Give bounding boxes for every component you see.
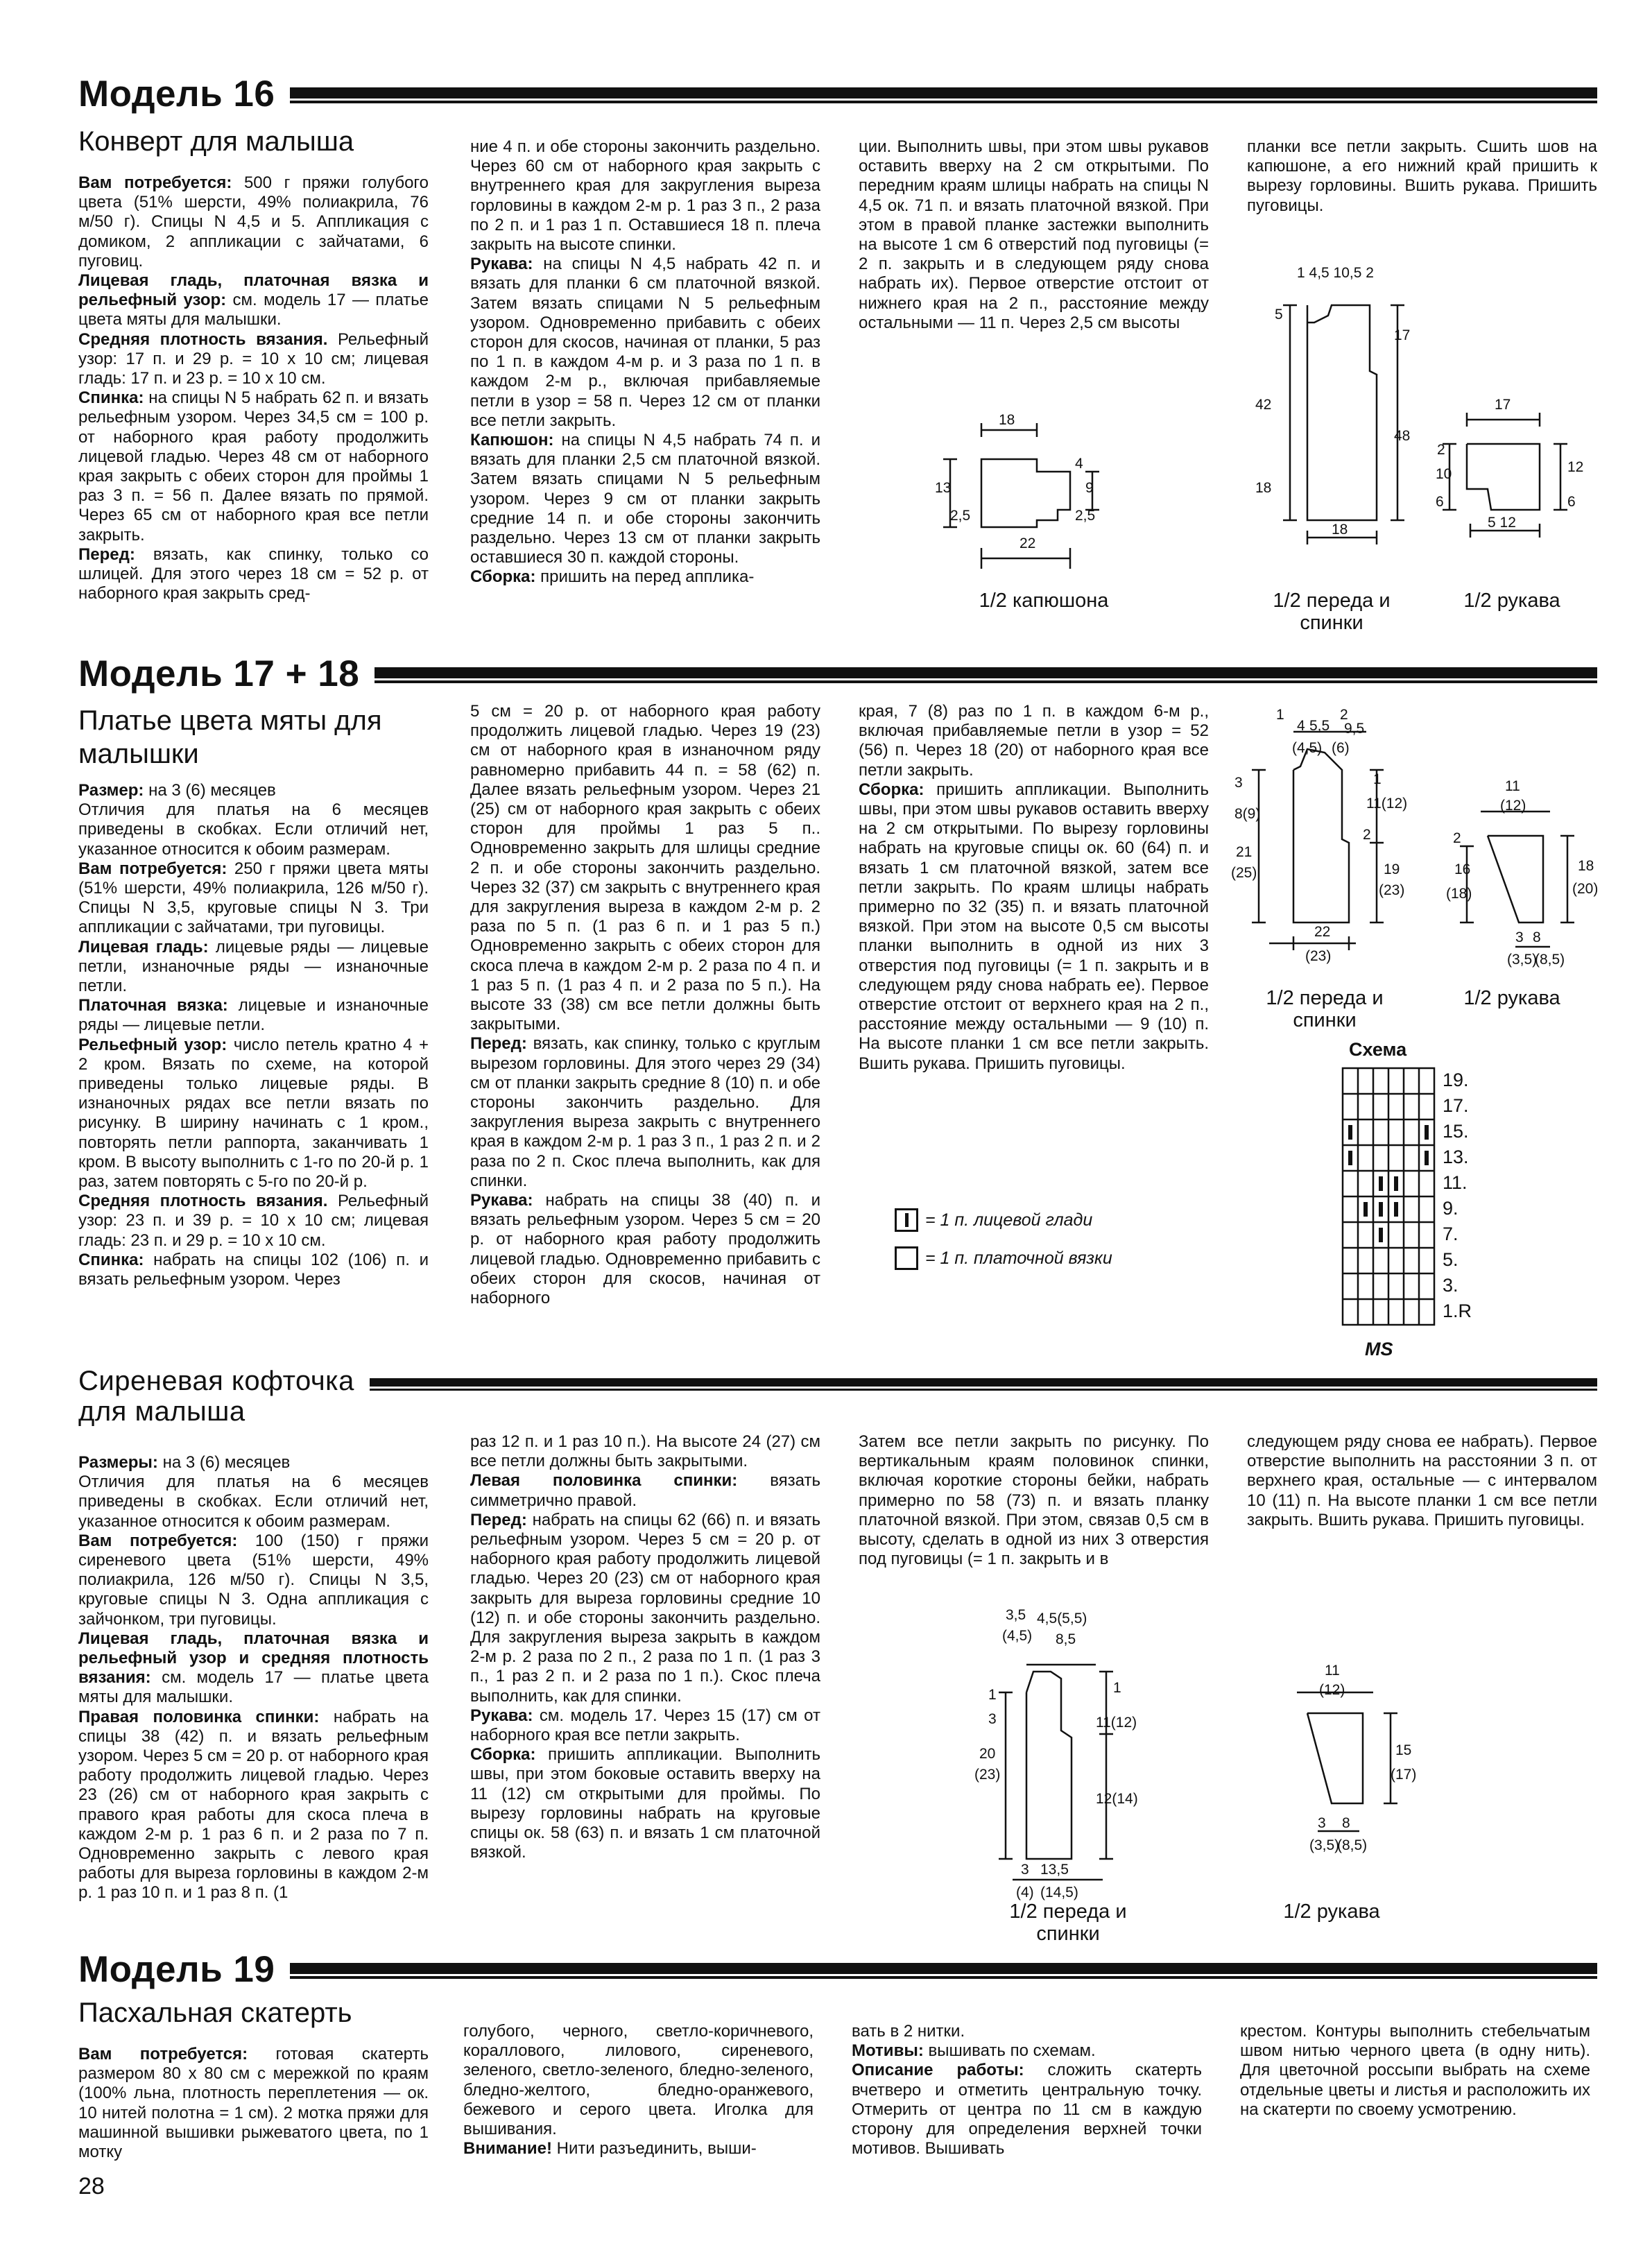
legend-knit-box <box>895 1208 918 1232</box>
paragraph-lead: Капюшон: <box>470 431 554 450</box>
scheme-row-label: 3. <box>1443 1275 1459 1296</box>
paragraph-lead: Вам потребуется: <box>78 173 232 192</box>
paragraph-lead: Размер: <box>78 781 144 800</box>
paragraph-lead: Описание работы: <box>852 2061 1024 2080</box>
body16-dim-r2: 48 <box>1394 428 1411 444</box>
paragraph-lead: Размеры: <box>78 1453 158 1472</box>
knit-stitch-mark <box>1348 1125 1352 1140</box>
sleeve17-dim-t2: (12) <box>1500 798 1526 814</box>
hood-dim-right2: 9 <box>1085 480 1094 496</box>
paragraph-text: пришить аппликации. Выполнить швы, при этом боковые оставить вверху на 11 (12) см открытыми для проймы. По вырезу горловины набрать на круговые спицы ок. 58 (63) п. и вязать 1 см платочной вязкой. <box>470 1745 820 1862</box>
model-19-title: Пасхальная скатерть <box>78 1998 352 2028</box>
paragraph-lead: Мотивы: <box>852 2041 924 2061</box>
paragraph-text: края, 7 (8) раз по 1 п. в каждом 6-м р., включая прибавляемые петли в узор = 52 (56) п. Через 18 (20) от наборного края все петли закрыть. <box>859 702 1209 780</box>
model-17-col-2 <box>470 702 820 1308</box>
legend-knit-stitch <box>895 1208 1092 1232</box>
text-paragraph <box>78 1036 429 1192</box>
paragraph-text: 5 см = 20 р. от наборного края работу продолжить лицевой гладью. Через 19 (23) см от наборного края в изнаночном ряду равномерно прибавить 44 п. = 58 (62) п. Далее вязать рельефным узором. Через 21 (25) см от наборного края закрыть с обеих сторон для проймы 1 раз 5 п.. Одновременно закрыть для шлицы средние 2 п. и обе стороны закончить раздельно. Через 32 (37) см закрыть с внутреннего края для закругления выреза в каждом 2-м р. 2 раза по 5 п. (1 раз 6 п. и 1 раз 5 п.) Одновременно закрыть с обеих сторон для скоса плеча в каждом 2-м р. 2 раза по 4 п. и 1 раз 5 п. (1 раз 4 п. и 2 раза по 5 п.). На высоте 33 (38) см все петли должны быть закрытыми. <box>470 702 820 1034</box>
model-16-title: Конверт для малыша <box>78 126 354 157</box>
body17-dim-t3: 5,5 <box>1309 718 1330 734</box>
hood-dim-bl: 2,5 <box>950 508 971 524</box>
page-number: 28 <box>78 2173 105 2199</box>
body17-dim-l2: 8(9) <box>1234 806 1261 822</box>
legend-garter-label: = 1 п. платочной вязки <box>925 1248 1112 1268</box>
body17-dim-t4: (4,5) <box>1292 740 1323 756</box>
paragraph-lead: Лицевая гладь, платочная вязка и рельефный узор и средняя плотность вязания: <box>78 1629 429 1688</box>
scheme-row-label: 9. <box>1443 1198 1459 1219</box>
scheme-row-label: 15. <box>1443 1121 1469 1142</box>
body17-dim-t1: 1 <box>1276 707 1284 723</box>
paragraph-lead: Вам потребуется: <box>78 2045 248 2063</box>
paragraph-lead: Средняя плотность вязания. <box>78 1192 328 1211</box>
body17-dim-t7: 9,5 <box>1344 721 1365 737</box>
paragraph-lead: Перед: <box>78 544 135 564</box>
lilac-sleeve-dim-t1: 11 <box>1325 1663 1340 1679</box>
paragraph-text: сложить скатерть вчетверо и отметить центральную точку. Отмерить от центра по 11 см в каждую сторону для определения верхней точки мотивов. Вышивать <box>852 2061 1202 2159</box>
lilac-col-1 <box>78 1453 429 1903</box>
paragraph-text: набрать на спицы 38 (42) п. и вязать рельефным узором. Через 5 см = 20 р. от наборного края работу продолжить лицевой гладью. Через 23 (26) см от наборного края закрыть с правого края работы для скоса плеча в каждом 2-м р. 1 раз 6 п. и 2 раза по 7 п. Одновременно закрыть с левого края работы для выреза горловины в каждом 2-м р. 1 раз 10 п. и 1 раз 8 п. (1 <box>78 1707 429 1903</box>
text-paragraph <box>470 1745 820 1862</box>
paragraph-lead: Вам потребуется: <box>78 859 227 878</box>
sleeve17-dim-l2: 16 <box>1454 861 1471 877</box>
lilac-body-dim-l3: 20 <box>979 1746 996 1762</box>
body17-dim-l1: 3 <box>1234 775 1243 791</box>
knit-stitch-mark <box>1379 1202 1383 1217</box>
lilac-body-dim-l4: (23) <box>974 1767 1001 1783</box>
paragraph-lead: Левая половинка спинки: <box>470 1471 738 1491</box>
model-16-heading <box>78 72 1597 115</box>
model-19-heading-text: Модель 19 <box>78 1948 275 1990</box>
scheme-row-label: 19. <box>1443 1070 1469 1090</box>
text-paragraph <box>78 1251 429 1289</box>
lilac-body-dim-t2: (4,5) <box>1002 1628 1033 1644</box>
body16-dim-left: 42 <box>1255 397 1272 413</box>
scheme-row-label: 11. <box>1443 1172 1468 1193</box>
body16-caption: 1/2 переда и спинки <box>1273 590 1391 634</box>
model-19-col-4 <box>1240 2022 1590 2120</box>
body16-dim-lb: 18 <box>1255 480 1272 496</box>
text-paragraph <box>470 1432 820 1471</box>
sleeve16-dim-l1: 2 <box>1437 442 1445 458</box>
paragraph-text: см. модель 17 — платье цвета мяты для малышки. <box>78 1668 429 1707</box>
heading-rule <box>370 1378 1597 1389</box>
model-19-heading <box>78 1948 1597 1991</box>
knit-stitch-mark <box>1425 1125 1429 1140</box>
lilac-title: Сиреневая кофточка для малыша <box>78 1366 354 1427</box>
paragraph-lead: Рукава: <box>470 1191 533 1210</box>
hood-dim-bottom: 22 <box>1019 535 1036 551</box>
body-pattern-diagram-lilac <box>971 1602 1179 1900</box>
lilac-body-dim-t1: 3,5 <box>1006 1607 1026 1623</box>
text-paragraph <box>470 1471 820 1510</box>
body17-dim-r2: 11(12) <box>1366 796 1408 812</box>
paragraph-text: на 3 (6) месяцев <box>144 781 276 800</box>
paragraph-lead: Спинка: <box>78 388 144 408</box>
sleeve17-dim-l3: (18) <box>1446 886 1472 902</box>
text-paragraph <box>470 1511 820 1706</box>
text-paragraph <box>78 173 429 271</box>
lilac-sleeve-dim-b4: (8,5) <box>1337 1837 1368 1853</box>
hood-dim-right1: 4 <box>1075 456 1083 472</box>
lilac-col-4 <box>1247 1432 1597 1530</box>
text-paragraph <box>463 2022 814 2139</box>
hood-dim-left: 13 <box>935 480 952 496</box>
text-paragraph <box>78 1453 429 1473</box>
paragraph-lead: Рукава: <box>470 1706 533 1725</box>
scheme-row-label: 13. <box>1443 1147 1469 1167</box>
paragraph-text: на спицы N 4,5 набрать 42 п. и вязать для планки 6 см платочной вязкой. Затем вязать спицами N 5 рельефным узором. Одновременно прибавить с обеих сторон для скосов, начиная от планки, 5 раз по 1 п. в каждом 4-м р. и 3 раза по 1 п. в каждом 2-м р., включая прибавляемые петли в узор = 58 п. Через 12 см от планки все петли закрыть. <box>470 255 820 430</box>
paragraph-text: набрать на спицы 38 (40) п. и вязать рельефным узором. Через 5 см = 20 р. от наборного края работу продолжить лицевой гладью. Одновременно прибавить с обеих сторон для скосов, начиная от наборного <box>470 1191 820 1308</box>
lilac-body-dim-b2: 13,5 <box>1040 1862 1069 1878</box>
paragraph-text: набрать на спицы 62 (66) п. и вязать рельефным узором. Через 5 см = 20 р. от наборного края работу продолжить лицевой гладью. Через 20 (23) см от наборного края закрыть для выреза горловины средние 10 (12) п. и обе стороны закончить раздельно. Для закругления выреза закрыть в каждом 2-м р. 2 раза по 2 п., 2 раза по 1 п. (1 раз 3 п., 1 раз 2 п. и 2 раза по 1 п.). Скос плеча выполнить, как для спинки. <box>470 1510 820 1706</box>
sleeve17-dim-b1: 3 <box>1515 929 1524 945</box>
paragraph-lead: Перед: <box>470 1510 527 1529</box>
text-paragraph <box>78 388 429 545</box>
model-17-col-1 <box>78 781 429 1289</box>
text-paragraph <box>852 2041 1202 2061</box>
text-paragraph <box>470 431 820 567</box>
sleeve17-dim-t1: 11 <box>1505 778 1520 794</box>
paragraph-text: см. модель 17. Через 15 (17) см от наборного края все петли закрыть. <box>470 1706 820 1745</box>
paragraph-lead: Перед: <box>470 1034 527 1054</box>
body17-dim-t5: (6) <box>1332 740 1350 756</box>
paragraph-text: Нити разъединить, выши- <box>551 2139 757 2159</box>
paragraph-text: вязать, как спинку, только с круглым вырезом горловины. Для этого через 29 (34) см от планки закрыть средние 8 (10) п. и обе стороны закончить раздельно. Для закругления выреза закрыть с внутреннего края в каждом 2-м р. 1 раз 3 п., 1 раз 2 п. и 2 раза по 2 п. Скос плеча выполнить, как для спинки. <box>470 1034 820 1190</box>
body17-dim-t2: 4 <box>1297 718 1305 734</box>
text-paragraph <box>78 781 429 800</box>
text-paragraph <box>78 1629 429 1708</box>
body17-caption: 1/2 переда и спинки <box>1266 987 1384 1031</box>
scheme-row-label: 7. <box>1443 1224 1459 1244</box>
paragraph-text: см. модель 17 — платье цвета мяты для малышки. <box>78 291 429 329</box>
body17-dim-l4: (25) <box>1231 865 1257 881</box>
paragraph-text: пришить аппликации. Выполнить швы, при этом швы рукавов оставить вверху на 2 см открытыми. По вырезу горловины набрать на круговые спицы ок. 60 (64) п. и вязать 1 см платочной вязкой, затем все петли закрыть. По краям шлицы набрать примерно по 32 (35) п. и вязать платочной вязкой. При этом на высоте 0,5 см высоты планки выполнить в одной из них 3 отверстия под пуговицы (= 1 п. закрыть и в следующем ряду снова набрать ее). Первое отверстие отстоит от верхнего края на 2 п., расстояние между остальными — 9 (10) п. На высоте планки 1 см все петли закрыть. Вшить рукава. Пришить пуговицы. <box>859 780 1209 1073</box>
paragraph-text: ние 4 п. и обе стороны закончить раздельно. Через 60 см от наборного края закрыть с внутреннего края для закругления выреза горловины в каждом 2-м р. 1 раз 3 п., 2 раза по 2 п. и 1 раз 1 п. Оставшиеся 18 п. плеча закрыть на высоте спинки. <box>470 137 820 255</box>
knit-stitch-mark <box>1394 1176 1398 1191</box>
paragraph-text: вязать симметрично правой. <box>470 1471 820 1510</box>
lilac-body-dim-b3: (4) <box>1016 1885 1034 1900</box>
sleeve16-dim-bottom: 5 12 <box>1488 515 1516 531</box>
sleeve-pattern-diagram-16 <box>1429 388 1584 555</box>
body17-dim-r4: 19 <box>1384 861 1400 877</box>
lilac-body-dim-r1: 1 <box>1113 1680 1121 1696</box>
paragraph-text: Затем все петли закрыть по рисунку. По вертикальным краям половинок спинки, включая короткие стороны бейки, набрать примерно по 58 (73) п. и вязать планку платочной вязкой. При этом, связав 0,5 см в высоту, сделать в одной из них 3 отверстия под пуговицы (= 1 п. закрыть и в <box>859 1432 1209 1569</box>
sleeve17-dim-b4: (8,5) <box>1535 952 1565 968</box>
text-paragraph <box>78 271 429 330</box>
text-paragraph <box>78 2045 429 2162</box>
paragraph-lead: Правая половинка спинки: <box>78 1707 320 1726</box>
paragraph-text: вать в 2 нитки. <box>852 2022 965 2041</box>
text-paragraph <box>78 330 429 389</box>
text-paragraph <box>470 702 820 1034</box>
paragraph-text: планки все петли закрыть. Сшить шов на капюшоне, а его нижний край пришить к вырезу горловины. Вшить рукава. Пришить пуговицы. <box>1247 137 1597 215</box>
scheme-row-label: 17. <box>1443 1095 1469 1116</box>
hood-caption: 1/2 капюшона <box>979 590 1109 612</box>
text-paragraph <box>1247 1432 1597 1530</box>
lilac-sleeve-dim-b2: 8 <box>1342 1815 1350 1831</box>
body17-dim-t6: 2 <box>1340 707 1348 723</box>
sleeve16-dim-r2: 6 <box>1567 494 1576 510</box>
paragraph-text: голубого, черного, светло-коричневого, кораллового, лилового, сиреневого, зеленого, светло-зеленого, бледно-зеленого, бледно-желтого, бледно-оранжевого, бежевого и серого цвета. Иголка для вышивания. <box>463 2022 814 2139</box>
text-paragraph <box>78 938 429 997</box>
knit-stitch-mark <box>1363 1202 1368 1217</box>
body16-dim-r1: 17 <box>1394 327 1411 343</box>
paragraph-text: вязать, как спинку, только со шлицей. Для этого через 18 см = 52 р. от наборного края закрыть сред- <box>78 544 429 603</box>
text-paragraph <box>78 996 429 1035</box>
paragraph-text: вышивать по схемам. <box>923 2041 1096 2061</box>
paragraph-text: на спицы N 4,5 набрать 74 п. и вязать для планки 2,5 см платочной вязкой. Затем вязать спицами N 5 рельефным узором. Через 9 см от планки закрыть средние 14 п. и обе стороны закончить раздельно. Через 13 см от планки закрыть оставшиеся 30 п. каждой стороны. <box>470 431 820 567</box>
text-paragraph <box>78 1192 429 1251</box>
lilac-body-dim-b1: 3 <box>1021 1862 1029 1878</box>
text-paragraph <box>470 255 820 431</box>
sleeve17-dim-l1: 2 <box>1453 830 1461 846</box>
sleeve16-dim-l2: 10 <box>1436 466 1452 482</box>
paragraph-lead: Рукава: <box>470 255 533 274</box>
model-17-title: Платье цвета мяты для малышки <box>78 705 382 769</box>
paragraph-text: пришить на перед апплика- <box>535 567 755 587</box>
hood-pattern-diagram <box>929 402 1158 576</box>
paragraph-text: следующем ряду снова ее набрать). Первое отверстие выполнить на расстоянии 3 п. от верхнего края, остальные — с интервалом 10 (11) п. На высоте планки 1 см все петли закрыть. Вшить рукава. Пришить пуговицы. <box>1247 1432 1597 1529</box>
hood-dim-top: 18 <box>999 412 1015 428</box>
text-paragraph <box>463 2139 814 2159</box>
text-paragraph <box>859 137 1209 333</box>
sleeve-pattern-diagram-17 <box>1439 770 1599 978</box>
scheme-repeat-label: MS <box>1365 1339 1393 1359</box>
text-paragraph <box>78 545 429 604</box>
text-paragraph <box>470 567 820 587</box>
knit-stitch-mark <box>1379 1176 1383 1191</box>
lilac-body-dim-r2: 11(12) <box>1096 1715 1137 1731</box>
paragraph-lead: Лицевая гладь: <box>78 937 209 956</box>
paragraph-lead: Вам потребуется: <box>78 1531 238 1550</box>
scheme-title: Схема <box>1349 1039 1407 1060</box>
text-paragraph <box>852 2061 1202 2159</box>
lilac-col-3 <box>859 1432 1209 1569</box>
model-19-col-2 <box>463 2022 814 2159</box>
lilac-sleeve-dim-t2: (12) <box>1319 1682 1345 1698</box>
knit-stitch-mark <box>1394 1202 1398 1217</box>
text-paragraph <box>470 1706 820 1745</box>
text-paragraph <box>1247 137 1597 216</box>
knit-stitch-mark <box>1379 1228 1383 1242</box>
sleeve17-caption: 1/2 рукава <box>1463 987 1560 1009</box>
paragraph-text: Отличия для платья на 6 месяцев приведены в скобках. Если отличий нет, указанное относится к обоим размерам. <box>78 800 429 859</box>
scheme-row-label: 1.R <box>1443 1301 1472 1321</box>
paragraph-text: Рельефный узор: 23 п. и 39 р. = 10 х 10 см; лицевая гладь: 23 п. и 29 р. = 10 х 10 см. <box>78 1192 429 1250</box>
body-pattern-diagram-16 <box>1248 257 1415 555</box>
paragraph-lead: Лицевая гладь, платочная вязка и рельефный узор: <box>78 271 429 310</box>
text-paragraph <box>859 702 1209 780</box>
model-19-col-1 <box>78 2045 429 2162</box>
paragraph-text: 250 г пряжи цвета мяты (51% шерсти, 49% полиакрила, 126 м/50 г). Спицы N 3,5, круговые спицы N 3. Три аппликации с зайчатами, три пуговицы. <box>78 859 429 937</box>
legend-garter-box <box>895 1246 918 1270</box>
paragraph-text: лицевые и изнаночные ряды — лицевые петли. <box>78 996 429 1035</box>
lilac-body-dim-t4: 8,5 <box>1056 1631 1076 1647</box>
model-16-col-4 <box>1247 137 1597 216</box>
text-paragraph <box>78 1473 429 1531</box>
paragraph-text: лицевые ряды — лицевые петли, изнаночные ряды — изнаночные петли. <box>78 937 429 996</box>
paragraph-text: готовая скатерть размером 80 х 80 см с мережкой по краям (100% льна, плотность переплетения — ок. 10 нитей полотна = 1 см). 2 мотка пряжи для машинной вышивки рыжеватого цвета, по 1 мотку <box>78 2045 429 2162</box>
body17-dim-r5: (23) <box>1379 882 1405 898</box>
knit-stitch-mark <box>1425 1151 1429 1165</box>
paragraph-lead: Внимание! <box>463 2139 552 2159</box>
text-paragraph <box>78 1708 429 1903</box>
paragraph-text: на 3 (6) месяцев <box>157 1453 291 1472</box>
text-paragraph <box>78 859 429 938</box>
lilac-heading <box>78 1366 1597 1427</box>
paragraph-text: 100 (150) г пряжи сиреневого цвета (51% шерсти, 49% полиакрила, 126 м/50 г). Спицы N 3,5, круговые спицы N 3. Одна аппликация с зайчонком, три пуговицы. <box>78 1531 429 1629</box>
paragraph-text: Отличия для платья на 6 месяцев приведены в скобках. Если отличий нет, указанное относится к обоим размерам. <box>78 1473 429 1531</box>
text-paragraph <box>470 1191 820 1308</box>
lilac-sleeve-dim-r2: (17) <box>1391 1767 1417 1783</box>
paragraph-lead: Средняя плотность вязания. <box>78 329 328 349</box>
text-paragraph <box>859 780 1209 1074</box>
sleeve17-dim-b3: (3,5) <box>1507 952 1538 968</box>
body17-dim-b1: 22 <box>1314 924 1331 940</box>
sleeve17-dim-b2: 8 <box>1533 929 1541 945</box>
hood-dim-br: 2,5 <box>1075 508 1096 524</box>
sleeve16-dim-l3: 6 <box>1436 494 1444 510</box>
body17-dim-b2: (23) <box>1305 948 1332 964</box>
paragraph-lead: Спинка: <box>78 1250 144 1269</box>
legend-garter-stitch <box>895 1246 1112 1270</box>
paragraph-text: Рельефный узор: 17 п. и 29 р. = 10 х 10 см; лицевая гладь: 17 п. и 23 р. = 10 х 10 см. <box>78 329 429 388</box>
lilac-sleeve-dim-r1: 15 <box>1395 1742 1412 1758</box>
body16-dim-bottom: 18 <box>1332 522 1348 538</box>
model-16-col-2 <box>470 137 820 587</box>
model-17-heading-text: Модель 17 + 18 <box>78 653 360 694</box>
scheme-row-label: 5. <box>1443 1249 1459 1270</box>
lilac-sleeve-caption: 1/2 рукава <box>1283 1900 1380 1923</box>
body17-dim-l3: 21 <box>1236 844 1253 860</box>
sleeve17-dim-r2: (20) <box>1572 881 1599 897</box>
body16-dim-top: 1 4,5 10,5 2 <box>1297 265 1374 281</box>
paragraph-lead: Сборка: <box>859 780 924 799</box>
lilac-body-dim-l2: 3 <box>988 1711 997 1727</box>
lilac-body-dim-t3: 4,5(5,5) <box>1037 1611 1087 1627</box>
body-pattern-diagram-17 <box>1228 704 1436 968</box>
lilac-body-dim-b4: (14,5) <box>1040 1885 1078 1900</box>
lilac-sleeve-dim-b1: 3 <box>1318 1815 1326 1831</box>
paragraph-text: крестом. Контуры выполнить стебельчатым швом нитью черного цвета (в одну нить). Для цветочной россыпи выбрать на схеме отдельные цветы и листья и расположить их на скатерти по своему усмотрению. <box>1240 2022 1590 2119</box>
sleeve16-dim-top: 17 <box>1495 397 1511 413</box>
sleeve17-dim-r1: 18 <box>1578 858 1594 874</box>
body16-dim-l1: 5 <box>1275 307 1283 323</box>
heading-rule <box>375 667 1597 680</box>
heading-rule <box>290 1963 1597 1976</box>
stitch-scheme-grid <box>1337 1068 1441 1339</box>
text-paragraph <box>78 800 429 859</box>
text-paragraph <box>470 137 820 255</box>
lilac-body-caption: 1/2 переда и спинки <box>1009 1900 1127 1945</box>
sleeve-pattern-diagram-lilac <box>1276 1661 1436 1869</box>
sleeve16-caption: 1/2 рукава <box>1463 590 1560 612</box>
paragraph-text: 500 г пряжи голубого цвета (51% шерсти, 49% полиакрила, 76 м/50 г). Спицы N 4,5 и 5. Аппликация с домиком, 2 аппликации с зайчатами, 6 пуговиц. <box>78 173 429 271</box>
paragraph-text: ции. Выполнить швы, при этом швы рукавов оставить вверху на 2 см открытыми. По передним краям шлицы набрать на спицы N 4,5 ок. 71 п. и вязать платочной вязкой. При этом в правой планке застежки выполнить на высоте 1 см 6 отверстий под пуговицы (= 2 п. закрыть и в следующем ряду снова набрать их). Первое отверстие отстоит от нижнего края на 2 п., расстояние между остальными — 11 п. Через 2,5 см высоты <box>859 137 1209 332</box>
body17-dim-r3: 2 <box>1363 827 1371 843</box>
model-16-col-3 <box>859 137 1209 333</box>
model-16-heading-text: Модель 16 <box>78 73 275 114</box>
model-17-col-3 <box>859 702 1209 1074</box>
model-19-col-3 <box>852 2022 1202 2159</box>
paragraph-text: число петель кратно 4 + 2 кром. Вязать по схеме, на которой приведены только лицевые ряды. В изнаночных рядах все петли вязать по рисунку. В ширину начинать с 1 кром., повторять петли раппорта, заканчивать 1 кром. В высоту выполнить с 1-го по 20-й р. 1 раз, затем повторять с 5-го по 20-й р. <box>78 1035 429 1192</box>
lilac-body-dim-l1: 1 <box>988 1687 997 1703</box>
text-paragraph <box>470 1034 820 1191</box>
knit-stitch-mark <box>1348 1151 1352 1165</box>
paragraph-text: на спицы N 5 набрать 62 п. и вязать рельефным узором. Через 34,5 см = 100 р. от наборного края работу продолжить лицевой гладью. Через 48 см от наборного края закрыть с обеих сторон для проймы 1 раз 3 п. = 56 п. Далее вязать по прямой. Через 65 см от наборного края все петли закрыть. <box>78 388 429 544</box>
text-paragraph <box>852 2022 1202 2041</box>
paragraph-lead: Платочная вязка: <box>78 996 228 1015</box>
text-paragraph <box>1240 2022 1590 2120</box>
heading-rule <box>290 87 1597 101</box>
model-17-heading <box>78 652 1597 695</box>
lilac-sleeve-dim-b3: (3,5) <box>1309 1837 1340 1853</box>
paragraph-text: набрать на спицы 102 (106) п. и вязать рельефным узором. Через <box>78 1250 429 1289</box>
text-paragraph <box>859 1432 1209 1569</box>
legend-knit-label: = 1 п. лицевой глади <box>925 1210 1093 1230</box>
text-paragraph <box>78 1531 429 1629</box>
body17-dim-r1: 1 <box>1373 771 1382 787</box>
paragraph-text: раз 12 п. и 1 раз 10 п.). На высоте 24 (27) см все петли должны быть закрытыми. <box>470 1432 820 1471</box>
paragraph-lead: Сборка: <box>470 567 536 587</box>
sleeve16-dim-r1: 12 <box>1567 459 1584 475</box>
paragraph-lead: Сборка: <box>470 1745 536 1765</box>
lilac-body-dim-r3: 12(14) <box>1096 1791 1138 1807</box>
lilac-col-2 <box>470 1432 820 1862</box>
paragraph-lead: Рельефный узор: <box>78 1035 227 1054</box>
model-16-col-1 <box>78 173 429 603</box>
